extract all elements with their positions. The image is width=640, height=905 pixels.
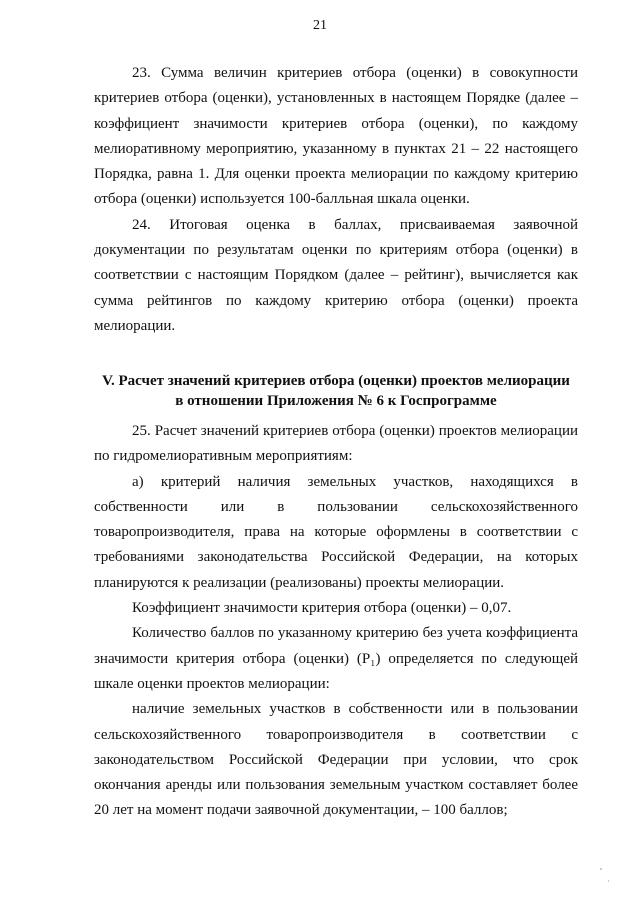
paragraph-25: 25. Расчет значений критериев отбора (оценки) проектов мелиорации по гидромелиоративным мероприятиям: <box>94 423 578 465</box>
body-block-top <box>94 61 578 339</box>
paragraph-23: 23. Сумма величин критериев отбора (оценки) в совокупности критериев отбора (оценки), установленных в настоящем Порядке (далее – коэффициент значимости критериев отбора (оценки), по каждому мелиоративному мероприятию, указанному в пунктах 21 – 22 настоящего Порядка, равна 1. Для оценки проекта мелиорации по каждому критерию отбора (оценки) используется 100-балльная шкала оценки. <box>94 65 578 208</box>
section-heading-line-1: V. Расчет значений критериев отбора (оценки) проектов мелиорации <box>102 373 570 389</box>
body-block-bottom <box>94 419 578 824</box>
coefficient-line: Коэффициент значимости критерия отбора (оценки) – 0,07. <box>132 600 512 617</box>
paragraph-24: 24. Итоговая оценка в баллах, присваиваемая заявочной документации по результатам оценки по критериям отбора (оценки) в соответствии с настоящим Порядком (далее – рейтинг), вычисляется как сумма рейтингов по каждому критерию отбора (оценки) проекта мелиорации. <box>94 216 578 334</box>
page-number: 21 <box>313 18 327 33</box>
scan-speck <box>608 880 609 882</box>
scan-speck <box>600 868 602 870</box>
paragraph-25-a: а) критерий наличия земельных участков, находящихся в собственности или в пользовании сельскохозяйственного товаропроизводителя, права на которые оформлены в соответствии с требованиями законодательства Российской Федерации, на которых планируются к реализации (реализованы) проекты мелиорации. <box>94 473 578 591</box>
points-intro: Количество баллов по указанному критерию без учета коэффициента значимости критерия отбора (оценки) (P₁) определяется по следующей шкале оценки проектов мелиорации: <box>94 625 578 692</box>
section-heading-line-2: в отношении Приложения № 6 к Госпрограмме <box>175 393 497 409</box>
section-heading <box>80 371 592 411</box>
scale-item-1: наличие земельных участков в собственности или в пользовании сельскохозяйственного товаропроизводителя в соответствии с законодательством Российской Федерации при условии, что срок окончания аренды или пользования земельным участком составляет более 20 лет на момент подачи заявочной документации, – 100 баллов; <box>94 701 578 819</box>
